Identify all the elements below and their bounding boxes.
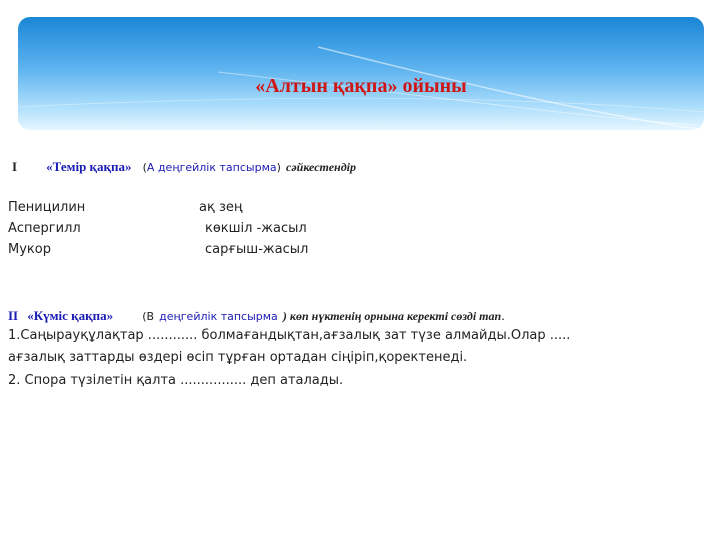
match-row-right-1: ақ зең bbox=[199, 200, 243, 215]
match-row-left-3: Мукор bbox=[8, 242, 51, 257]
question-2: 2. Спора түзілетін қалта ................ деп аталады. bbox=[8, 373, 344, 388]
section1-numeral: I bbox=[12, 159, 18, 174]
title-banner bbox=[18, 17, 704, 130]
section1-heading: «Темір қақпа» bbox=[46, 159, 132, 174]
question-1-line-2: ағзалық заттарды өздері өсіп тұрған ортадан сіңіріп,қоректенеді. bbox=[8, 350, 468, 365]
section1-level-text: А деңгейлік тапсырма bbox=[146, 161, 277, 174]
section2-numeral: II bbox=[8, 308, 19, 323]
section2-heading: «Күміс қақпа» bbox=[27, 308, 114, 323]
match-row-left-2: Аспергилл bbox=[8, 221, 81, 236]
match-row-right-3: сарғыш-жасыл bbox=[205, 242, 309, 257]
section2-instruction: ) көп нүктенің орнына керекті сөзді тап bbox=[282, 309, 502, 323]
section1-paren-close: ) bbox=[276, 161, 281, 174]
section1-header bbox=[12, 156, 356, 175]
section2-level-text: деңгейлік тапсырма bbox=[159, 310, 278, 323]
section2-paren-open: (В bbox=[142, 310, 155, 323]
section1-paren-open: ( bbox=[142, 161, 147, 174]
section2-header bbox=[8, 305, 505, 324]
section2-period: . bbox=[501, 309, 505, 323]
match-row-right-2: көкшіл -жасыл bbox=[205, 221, 307, 236]
banner-title: «Алтын қақпа» ойыны bbox=[255, 75, 467, 97]
match-row-left-1: Пеницилин bbox=[8, 200, 86, 215]
section1-instruction: сәйкестендір bbox=[286, 160, 356, 174]
question-1-line-1: 1.Саңырауқұлақтар ............ болмағандықтан,ағзалық зат түзе алмайды.Олар ..... bbox=[8, 328, 571, 343]
banner-decoration bbox=[18, 17, 704, 130]
